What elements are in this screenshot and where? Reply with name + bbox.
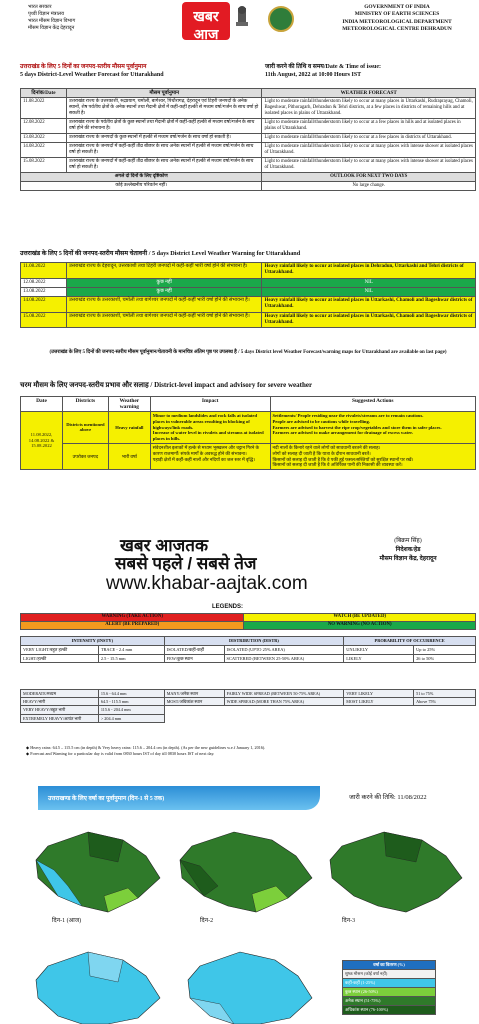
cell-date: 12.08.2022 xyxy=(21,278,67,287)
cell: VERY LIKELY xyxy=(344,690,414,698)
cell-hindi: उत्तराखंड राज्य के उत्तरकाशी, रुद्रप्रयाग, चमोली, बागेश्वर, पिथौरागढ़, देहरादून एवं टिहरी जनपदों के अनेक स्थानों, शेष पर्वतीय क्षेत्रों के अनेक स्थानों तथा मैदानी क्षेत्रों में कहीं-कहीं हल्की से मध्यम वर्षा/गर्जन के साथ वर्षा हो सकती है। xyxy=(66,98,262,119)
advisory-title: चरम मौसम के लिए जनपद-स्तरीय प्रभाव और सलाह / District-level impact and advisory for severe weather xyxy=(20,381,313,389)
cell-english: Heavy rainfall likely to occur at isolated places in Dehradun, Uttarkashi and Tehri districts of Uttarakhand. xyxy=(262,263,476,279)
map-day-5 xyxy=(180,946,320,1024)
cell: EXTREMELY HEAVY/अत्यंत भारी xyxy=(21,714,99,722)
cell-hindi: उत्तराखंड राज्य के पर्वतीय क्षेत्रों के कुछ स्थानों तथा मैदानी क्षेत्रों में कहीं-कहीं हल्की से मध्यम वर्षा/गर्जन के साथ वर्षा होने की संभावना है। xyxy=(66,119,262,134)
header-left-line: मौसम विज्ञान केंद्र देहरादून xyxy=(28,26,75,31)
cell: 115.6 - 204.4 mm xyxy=(98,706,164,714)
header-right-line: GOVERNMENT OF INDIA xyxy=(364,4,430,10)
table-row xyxy=(21,297,476,313)
table-row xyxy=(21,412,476,444)
cell-english: Light to moderate rainfall/thunderstorm likely to occur at many places with intense shower at isolated places of Uttarakhand. xyxy=(262,158,476,173)
legend-title: वर्षा का वितरण (%) xyxy=(343,961,436,970)
cell: MOST LIKELY xyxy=(344,698,414,706)
cell: SCATTERED (BETWEEN 25-50% AREA) xyxy=(224,654,344,663)
cell: FEW/कुछ स्थान xyxy=(164,654,224,663)
rainfall-table xyxy=(20,689,476,723)
brand-tagline: सबसे पहले / सबसे तेज xyxy=(115,554,257,573)
header-right xyxy=(322,4,472,34)
forecast-table xyxy=(20,88,476,191)
header-right-line: MINISTRY OF EARTH SCIENCES xyxy=(354,11,440,18)
probability-header: PROBABILITY OF OCCURRENCE xyxy=(344,637,476,646)
cell: 15.6 - 64.4 mm xyxy=(98,690,164,698)
map-issue-date: जारी करने की तिथि: 11/08/2022 xyxy=(349,794,427,801)
cell: VERY HEAVY/बहुत भारी xyxy=(21,706,99,714)
action-item: Settlements/ People residing near the rivulets/streams are to remain cautious. xyxy=(272,413,424,418)
cell-hindi: उत्तराखंड राज्य के जनपदों में कहीं-कहीं तीव्र बौछार के साथ अनेक स्थानों में हल्की से मध्यम वर्षा/गर्जन के साथ वर्षा हो सकती है। xyxy=(66,158,262,173)
brand-website[interactable]: www.khabar-aajtak.com xyxy=(106,573,308,594)
cell: 2.5 - 15.5 mm xyxy=(98,654,164,663)
cell-hindi: कुछ नहीं xyxy=(66,278,262,287)
signature-office: मौसम विज्ञान केंद्र, देहरादून xyxy=(379,556,437,562)
cell-date: 15.08.2022 xyxy=(21,158,67,173)
cell-warning: Heavy rainfall xyxy=(108,412,150,444)
cell: 51 to 75% xyxy=(414,690,476,698)
table-row xyxy=(21,690,476,698)
map-day-1 xyxy=(28,826,168,918)
intensity-header: INTENSITY (INSTY) xyxy=(21,637,165,646)
header-left-line: पृथ्वी विज्ञान मंत्रालय xyxy=(28,12,65,17)
title-hindi: उत्तराखंड के लिए 5 दिनों का जनपद-स्तरीय मौसम पूर्वानुमान xyxy=(20,64,147,70)
table-row xyxy=(21,158,476,173)
table-row xyxy=(21,119,476,134)
table-row xyxy=(21,287,476,296)
action-item: लोगों को सलाह दी जाती है कि यात्रा के दौरान सावधानी बरतें। xyxy=(272,450,371,456)
map-caption: दिन-1 (आज) xyxy=(52,918,82,924)
distribution-header: DISTRIBUTION (DISTR) xyxy=(164,637,344,646)
col-date: दिनांक/Date xyxy=(21,89,67,98)
cell-hindi: उत्तराखंड राज्य के जनपदों में कहीं-कहीं तीव्र बौछार के साथ अनेक स्थानों में हल्की से मध्यम वर्षा/गर्जन के साथ वर्षा हो सकती है। xyxy=(66,143,262,158)
note-text: Forecast and Warning for a particular day is valid from 0830 hours IST of day till 0830 hours IST of next day. xyxy=(30,751,215,756)
cell-hindi: उत्तराखंड राज्य के देहरादून, उत्तरकाशी तथा टिहरी जनपदों में कहीं-कहीं भारी वर्षा होने की संभावना है। xyxy=(66,263,262,279)
legend-table xyxy=(20,613,476,630)
cell: FAIRLY WIDE SPREAD (BETWEEN 50-75% AREA) xyxy=(224,690,344,698)
logo-tagline: सबसे पहले | सबसे तेज xyxy=(186,63,226,68)
map-day-4 xyxy=(28,946,168,1024)
map-day-3 xyxy=(322,826,470,918)
cell-impact-hindi xyxy=(150,443,270,469)
action-item: People are advised to be cautious while travelling. xyxy=(272,418,370,424)
header-right-line: METEOROLOGICAL CENTRE DEHRADUN xyxy=(342,26,452,33)
cell-districts: Districts mentioned above xyxy=(62,412,108,444)
table-row xyxy=(21,182,476,191)
legend-item: कहीं-कहीं (1-25%) xyxy=(343,979,436,988)
action-item: Farmers are advised to harvest the ripe crop/vegetables and store them in safer places. xyxy=(272,424,442,430)
header-left xyxy=(28,4,168,32)
outlook-value-hindi: कोई उल्लेखनीय परिवर्तन नहीं। xyxy=(21,182,262,191)
cell: Up to 25% xyxy=(414,646,476,655)
table-row xyxy=(21,134,476,143)
cell-date: 15.08.2022 xyxy=(21,312,67,328)
note-text: Heavy rains: 64.5 – 115.5 cm (in depth) & Very heavy rains: 115.6 – 204.4 cm (in depth). (As per the new guidelines w.e.f January 1, 2016). xyxy=(30,745,266,750)
cell: HEAVY/भारी xyxy=(21,698,99,706)
issue-label: जारी करने की तिथि व समय/Date & Time of issue: xyxy=(265,64,381,70)
cell: ISOLATED/कहीं-कहीं xyxy=(164,646,224,655)
cell: LIKELY xyxy=(344,654,414,663)
cell: 26 to 50% xyxy=(414,654,476,663)
impact-item: Increase of water level in rivulets and streams at isolated places in hills. xyxy=(152,430,264,442)
cell-english: NIL xyxy=(262,278,476,287)
issue-date: 11th August, 2022 at 10:00 Hours IST xyxy=(265,72,362,78)
legend-item: अधिकांश स्थान (76-100%) xyxy=(343,1006,436,1015)
legend-warning: WARNING (TAKE ACTION) xyxy=(21,614,244,622)
notes xyxy=(26,745,476,757)
cell: UNLIKELY xyxy=(344,646,414,655)
cell: TRACE - 2.4 mm xyxy=(98,646,164,655)
impact-item: संवेदनशील इलाकों में हल्के से मध्यम भूस्खलन और चट्टान गिरने के कारण राजमार्गों/ संपर्क मार्गों के अवरुद्ध होने की संभावना। xyxy=(152,444,260,456)
cell-hindi: उत्तराखंड राज्य के उत्तरकाशी, चमोली तथा बागेश्वर जनपदों में कहीं-कहीं भारी वर्षा होने की संभावना है। xyxy=(66,312,262,328)
cell-english: Light to moderate rainfall/thunderstorm likely to occur at many places with intense shower at isolated places of Uttarakhand. xyxy=(262,143,476,158)
cell-date: 13.08.2022 xyxy=(21,134,67,143)
col-impact: Impact xyxy=(150,397,270,412)
cell-districts-hindi: उपरोक्त जनपद xyxy=(62,443,108,469)
header-left-line: भारत सरकार xyxy=(28,5,52,10)
cell-date: 13.08.2022 xyxy=(21,287,67,296)
table-row xyxy=(21,263,476,279)
warning-title: उत्तराखंड के लिए 5 दिनों की जनपद-स्तरीय मौसम चेतावनी / 5 days District Level Weather Warning for Uttarakhand xyxy=(20,250,301,257)
cell-date: 14.08.2022 xyxy=(21,143,67,158)
outlook-english: OUTLOOK FOR NEXT TWO DAYS xyxy=(262,173,476,182)
col-actions: Suggested Actions xyxy=(270,397,476,412)
cell-empty xyxy=(164,706,475,714)
intensity-table xyxy=(20,636,476,663)
signature-name: (बिक्रम सिंह) xyxy=(394,538,422,544)
table-row xyxy=(21,278,476,287)
map-title-banner: उत्तराखण्ड के लिए वर्षा का पूर्वानुमान (दिन-1 से 5 तक) xyxy=(38,786,320,810)
signature-block xyxy=(348,537,468,564)
table-row xyxy=(21,706,476,714)
imd-logo-icon xyxy=(268,6,294,32)
col-english: WEATHER FORECAST xyxy=(262,89,476,98)
cell-actions xyxy=(270,412,476,444)
cell: MOST/अधिकांश स्थान xyxy=(164,698,224,706)
national-emblem-icon xyxy=(232,4,252,34)
cell: ISOLATED (UPTO 25% AREA) xyxy=(224,646,344,655)
cell: LIGHT/हल्की xyxy=(21,654,99,663)
cell: MODERATE/मध्यम xyxy=(21,690,99,698)
cell-warning-hindi: भारी वर्षा xyxy=(108,443,150,469)
title-english: 5 days District-Level Weather Forecast for Uttarakhand xyxy=(20,72,164,78)
cell-date: 12.08.2022 xyxy=(21,119,67,134)
note-item: ◆ Forecast and Warning for a particular day is valid from 0830 hours IST of day till 0830 hours IST of next day. xyxy=(26,751,215,756)
map-day-2 xyxy=(172,826,322,918)
cell: WIDE SPREAD (MORE THAN 75% AREA) xyxy=(224,698,344,706)
outlook-value-english: No large change. xyxy=(262,182,476,191)
advisory-table xyxy=(20,396,476,470)
action-item: Farmers are advised to make arrangement for drainage of excess water. xyxy=(272,430,413,436)
table-row xyxy=(21,698,476,706)
cell: VERY LIGHT/बहुत हल्की xyxy=(21,646,99,655)
table-row xyxy=(21,173,476,182)
table-row xyxy=(21,143,476,158)
cell-english: Light to moderate rainfall/thunderstorm likely to occur at a few places in hills and at isolated places in plains of Uttarakhand. xyxy=(262,119,476,134)
cell: Above 75% xyxy=(414,698,476,706)
cell-date: 11.08.2022 xyxy=(21,98,67,119)
cell: MANY/अनेक स्थान xyxy=(164,690,224,698)
impact-item: Minor to medium landslides and rock falls at isolated places in vulnerable areas resulting in blocking of highways/link roads. xyxy=(152,413,258,430)
khabar-aajtak-logo xyxy=(182,2,230,68)
action-item: नदी नालों के किनारे रहने वाले लोगों को सावधानी बरतने की सलाह। xyxy=(272,444,381,450)
col-hindi: मौसम पूर्वानुमान xyxy=(66,89,262,98)
legend-item: शुष्क मौसम (कोई वर्षा नहीं) xyxy=(343,970,436,979)
warning-table xyxy=(20,262,476,328)
cell-empty xyxy=(164,714,475,722)
cell-date: 14.08.2022 xyxy=(21,297,67,313)
cell-hindi: कुछ नहीं xyxy=(66,287,262,296)
cell-date: 11.08.2022, 14.08.2022 & 15.08.2022 xyxy=(21,412,63,470)
col-warning: Weather warning xyxy=(108,397,150,412)
outlook-hindi: अगले दो दिनों के लिए दृष्टिकोण xyxy=(21,173,262,182)
cell-english: Heavy rainfall likely to occur at isolated places in Uttarkashi, Chamoli and Bageshwar districts of Uttarakhand. xyxy=(262,297,476,313)
warning-footer: (उत्तराखंड के लिए 5 दिनों की जनपद-स्तरीय मौसम पूर्वानुमान/चेतावनी के मानचित्र अंतिम पृष्ठ पर उपलब्ध है / 5 days District level Weather Forecast/warning maps for Uttarakhand are available on last page) xyxy=(49,350,447,355)
header-left-line: भारत मौसम विज्ञान विभाग xyxy=(28,19,76,24)
legend-alert: ALERT (BE PREPARED) xyxy=(21,622,244,630)
cell: 64.5 - 115.5 mm xyxy=(98,698,164,706)
signature-role: निदेशक/हेड xyxy=(395,547,421,553)
cell-english: Heavy rainfall likely to occur at isolated places in Uttarkashi, Chamoli and Bageshwar districts of Uttarakhand. xyxy=(262,312,476,328)
cell-actions-hindi xyxy=(270,443,476,469)
cell-date: 11.08.2022 xyxy=(21,263,67,279)
impact-item: पहाड़ी क्षेत्रों में कहीं-कहीं नालों और नदियों का जल स्तर में वृद्धि। xyxy=(152,456,256,462)
col-date: Date xyxy=(21,397,63,412)
table-row xyxy=(21,98,476,119)
cell-english: Light to moderate rainfall/thunderstorm likely to occur at many places in Uttarkashi, Rudraprayag, Chamoli, Bageshwar, Pithoragarh, Dehradun & Tehri districts, at a few places in districts of remaining hills and at isolated places in plains of Uttarakhand. xyxy=(262,98,476,119)
table-row xyxy=(21,646,476,655)
header-right-line: INDIA METEOROLOGICAL DEPARTMENT xyxy=(342,18,452,25)
cell-hindi: उत्तराखंड राज्य के जनपदों के कुछ स्थानों में हल्की से मध्यम वर्षा/गर्जन के साथ वर्षा हो सकती है। xyxy=(66,134,262,143)
table-row xyxy=(21,443,476,469)
cell-impact xyxy=(150,412,270,444)
logo-text: खबर आज तक xyxy=(193,9,219,61)
table-row xyxy=(21,654,476,663)
map-caption: दिन-2 xyxy=(200,918,214,924)
legend-watch: WATCH (BE UPDATED) xyxy=(244,614,476,622)
action-item: किसानों को सलाह दी जाती है कि वे पकी हुई फसल/सब्जियों को सुरक्षित स्थानों पर रखें। xyxy=(272,456,414,462)
legend-no-warning: NO WARNING (NO ACTION) xyxy=(244,622,476,630)
cell-english: NIL xyxy=(262,287,476,296)
table-row xyxy=(21,312,476,328)
map-caption: दिन-3 xyxy=(342,918,356,924)
legend-item: अनेक स्थान (51-75%) xyxy=(343,997,436,1006)
cell-hindi: उत्तराखंड राज्य के उत्तरकाशी, चमोली तथा बागेश्वर जनपदों में कहीं-कहीं भारी वर्षा होने की संभावना है। xyxy=(66,297,262,313)
cell: > 204.4 mm xyxy=(98,714,164,722)
brand-name: खबर आजतक xyxy=(120,536,209,555)
table-row xyxy=(21,714,476,722)
col-districts: Districts xyxy=(62,397,108,412)
note-item: ◆ Heavy rains: 64.5 – 115.5 cm (in depth) & Very heavy rains: 115.6 – 204.4 cm (in depth). (As per the new guidelines w.e.f January 1, 2016). xyxy=(26,745,266,750)
action-item: किसानों को सलाह दी जाती है कि वे अतिरिक्त पानी की निकासी की व्यवस्था करें। xyxy=(272,462,403,468)
legend-item: कुछ स्थान (26-50%) xyxy=(343,988,436,997)
cell-english: Light to moderate rainfall/thunderstorm likely to occur at a few places in districts of Uttarakhand. xyxy=(262,134,476,143)
legends-title: LEGENDS: xyxy=(212,604,244,610)
rain-distribution-legend xyxy=(342,960,436,1015)
